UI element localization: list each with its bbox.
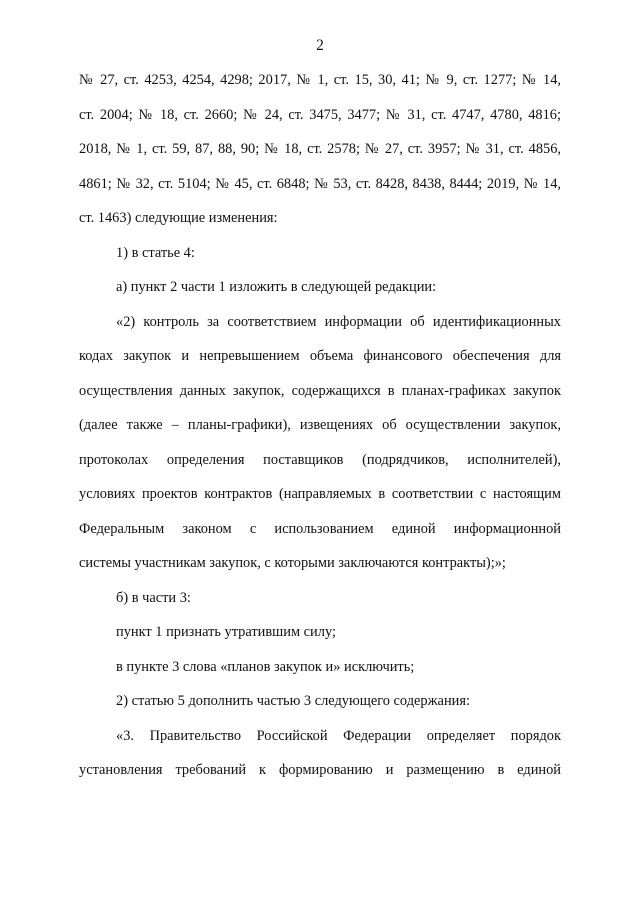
text-line: (далее также – планы-графики), извещениях об осуществлении закупок, [79,417,561,433]
text-line: «2) контроль за соответствием информации об идентификационных [116,313,561,330]
text-line: кодах закупок и непревышением объема финансового обеспечения для [79,348,561,364]
text-line: а) пункт 2 части 1 изложить в следующей редакции: [116,279,437,295]
text-line: 1) в статье 4: [116,244,195,261]
page-number: 2 [316,37,324,54]
text-line: в пункте 3 слова «планов закупок и» исключить; [116,658,415,675]
text-line: протоколах определения поставщиков (подрядчиков, исполнителей), [79,451,561,468]
text-line: 4861; № 32, ст. 5104; № 45, ст. 6848; № 53, ст. 8428, 8438, 8444; 2019, № 14, [79,175,561,192]
text-line: установления требований к формированию и размещению в единой [79,762,561,778]
text-line: Федеральным законом с использованием единой информационной [79,520,561,537]
text-line: ст. 1463) следующие изменения: [79,210,278,226]
text-line: ст. 2004; № 18, ст. 2660; № 24, ст. 3475, 3477; № 31, ст. 4747, 4780, 4816; [79,106,561,123]
text-line: условиях проектов контрактов (направляемых в соответствии с настоящим [79,486,561,502]
text-line: системы участникам закупок, с которыми заключаются контракты);»; [79,555,506,571]
text-line: 2018, № 1, ст. 59, 87, 88, 90; № 18, ст. 2578; № 27, ст. 3957; № 31, ст. 4856, [79,141,561,157]
text-line: пункт 1 признать утратившим силу; [116,624,336,640]
text-line: № 27, ст. 4253, 4254, 4298; 2017, № 1, ст. 15, 30, 41; № 9, ст. 1277; № 14, [79,72,561,88]
text-line: б) в части 3: [116,589,191,606]
text-line: осуществления данных закупок, содержащихся в планах-графиках закупок [79,382,561,399]
body-text [79,70,561,795]
text-line: «3. Правительство Российской Федерации определяет порядок [116,727,561,744]
text-line: 2) статью 5 дополнить частью 3 следующего содержания: [116,693,470,709]
